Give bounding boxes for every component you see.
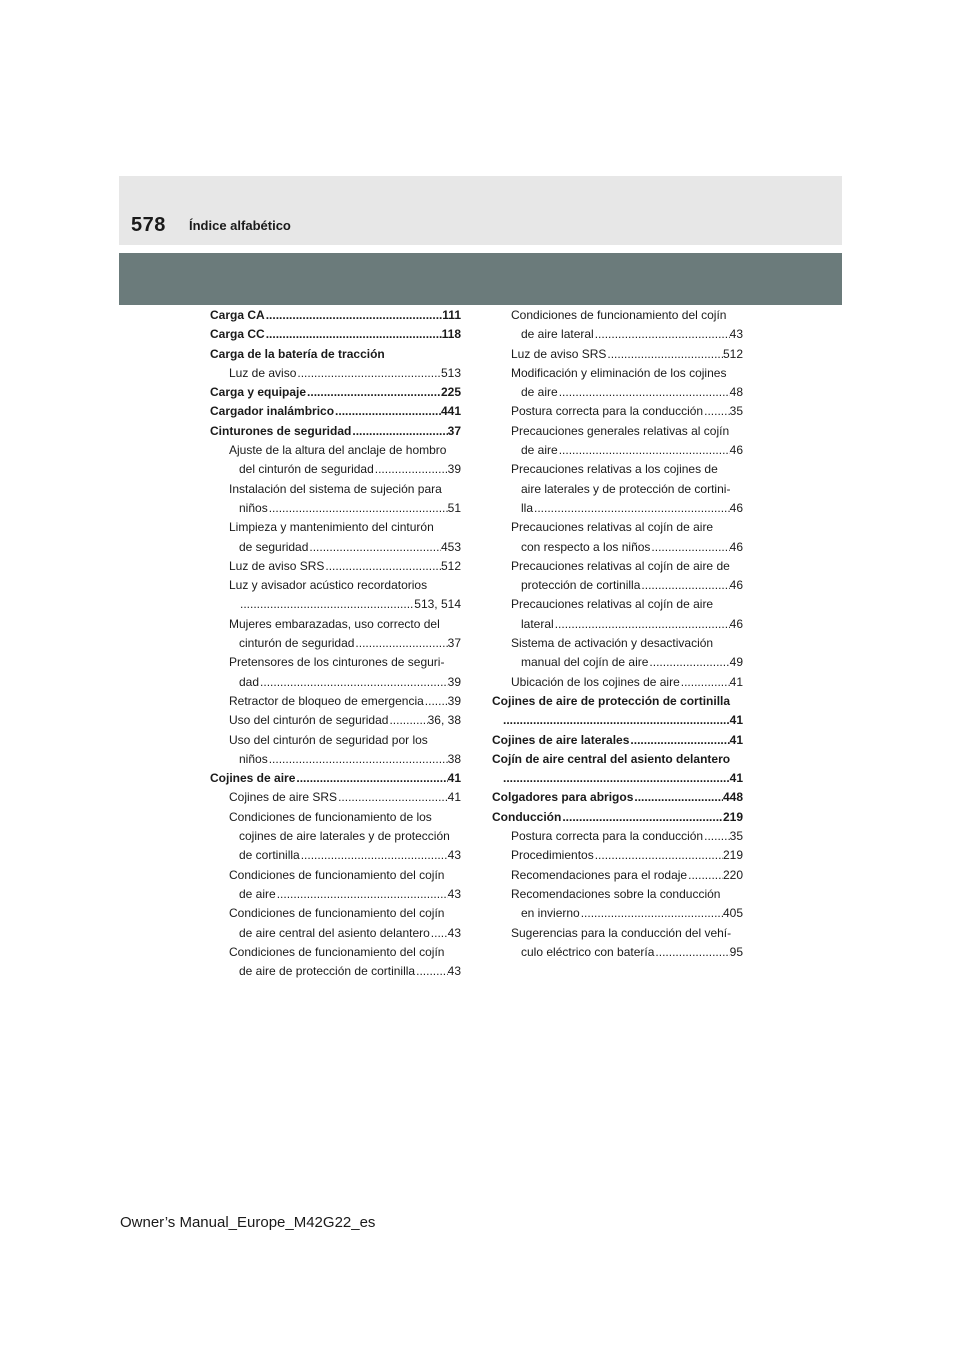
- index-entry-text: Cojines de aire SRS: [229, 790, 338, 805]
- dot-leader: [502, 769, 730, 788]
- dot-leader: [594, 846, 723, 865]
- index-entry-text: Ajuste de la altura del anclaje de hombro: [229, 443, 447, 458]
- dot-leader: [594, 325, 730, 344]
- index-entry: [492, 673, 743, 692]
- index-entry-text: Cinturones de seguridad: [210, 423, 352, 438]
- index-entry-line: [210, 962, 461, 981]
- dot-leader: [306, 383, 441, 402]
- index-entry-text: Postura correcta para la conducción: [511, 404, 704, 419]
- index-entry-line: [210, 460, 461, 479]
- index-entry-line: [210, 885, 461, 904]
- index-entry-text: Sistema de activación y desactivación: [511, 636, 714, 651]
- dot-leader: [648, 653, 729, 672]
- header-band: [119, 176, 842, 245]
- index-page-ref: 36, 38: [427, 713, 461, 728]
- index-entry-text: de aire: [521, 443, 558, 458]
- index-entry-line: [492, 731, 743, 750]
- index-entry-text: Procedimientos: [511, 848, 594, 863]
- index-entry-text: Precauciones relativas a los cojines de: [511, 462, 718, 477]
- dot-leader: [239, 595, 414, 614]
- index-entry-line: [492, 943, 743, 962]
- index-entry-line: [210, 422, 461, 441]
- index-page-ref: 41: [729, 771, 743, 786]
- dot-leader: [308, 538, 441, 557]
- index-entry-line: [492, 538, 743, 557]
- index-entry-line: [492, 866, 743, 885]
- index-entry-text: niños: [239, 751, 268, 766]
- index-entry-line: [492, 788, 743, 807]
- index-entry-text: de aire: [239, 886, 276, 901]
- index-entry-text: Luz de aviso SRS: [511, 346, 607, 361]
- index-entry: [492, 788, 743, 807]
- index-entry-line: [210, 402, 461, 421]
- index-entry-line: [210, 364, 461, 383]
- index-entry-text: Condiciones de funcionamiento de los: [229, 809, 432, 824]
- index-entry-text: Limpieza y mantenimiento del cinturón: [229, 520, 434, 535]
- index-page-ref: 46: [729, 578, 743, 593]
- index-page-ref: 46: [729, 539, 743, 554]
- index-entry-line: [210, 538, 461, 557]
- index-page-ref: 111: [442, 308, 461, 322]
- index-entry: [210, 943, 461, 982]
- index-entry-text: lla: [521, 500, 534, 515]
- index-entry: [492, 866, 743, 885]
- index-entry-line: [210, 325, 461, 344]
- index-page-ref: 38: [447, 751, 461, 766]
- index-entry-text: Condiciones de funcionamiento del cojín: [229, 944, 445, 959]
- dot-leader: [558, 441, 730, 460]
- index-entry-text: cinturón de seguridad: [239, 636, 355, 651]
- index-page-ref: 46: [729, 500, 743, 515]
- index-entry-text: manual del cojín de aire: [521, 655, 649, 670]
- index-entry-line: [492, 325, 743, 344]
- index-entry: [492, 808, 743, 827]
- index-entry: [492, 460, 743, 518]
- index-page-ref: 41: [447, 790, 461, 805]
- index-entry: [210, 711, 461, 730]
- index-entry-text: de aire lateral: [521, 327, 594, 342]
- index-entry-text: Uso del cinturón de seguridad por los: [229, 732, 428, 747]
- index-page-ref: 219: [722, 809, 743, 824]
- index-entry-text: Carga de la batería de tracción: [210, 346, 385, 361]
- index-page-ref: 39: [447, 674, 461, 689]
- dot-leader: [351, 422, 447, 441]
- index-entry: [492, 750, 743, 789]
- index-page-ref: 46: [729, 443, 743, 458]
- index-entry-text: Carga CA: [210, 308, 265, 322]
- index-page-ref: 405: [722, 906, 743, 921]
- index-entry: [210, 518, 461, 557]
- index-entry-text: Instalación del sistema de sujeción para: [229, 481, 442, 496]
- index-entry-text: lateral: [521, 616, 554, 631]
- index-entry: [210, 480, 461, 519]
- index-entry-text: aire laterales y de protección de cortini-: [521, 481, 731, 496]
- index-entry-text: Carga CC: [210, 327, 265, 342]
- section-banner: [119, 253, 842, 305]
- index-entry: [492, 402, 743, 421]
- index-entry-line: [210, 750, 461, 769]
- index-entry: [492, 345, 743, 364]
- index-entry-line: [492, 827, 743, 846]
- index-page-ref: 43: [447, 925, 461, 940]
- index-entry-text: Carga y equipaje: [210, 385, 307, 400]
- index-entry: [492, 731, 743, 750]
- index-entry-line: [492, 846, 743, 865]
- index-page-ref: 512: [440, 558, 461, 573]
- index-page-ref: 49: [729, 655, 743, 670]
- index-entry: [210, 422, 461, 441]
- index-entry-line: [492, 345, 743, 364]
- index-entry-text: Recomendaciones para el rodaje: [511, 867, 688, 882]
- index-entry-line: [210, 692, 461, 711]
- dot-leader: [415, 962, 448, 981]
- index-entry-text: Modificación y eliminación de los cojines: [511, 365, 727, 380]
- index-entry-text: Retractor de bloqueo de emergencia: [229, 693, 424, 708]
- index-page-ref: 39: [447, 462, 461, 477]
- dot-leader: [650, 538, 729, 557]
- index-entry-text: Colgadores para abrigos: [492, 790, 634, 805]
- dot-leader: [276, 885, 448, 904]
- index-entry: [210, 441, 461, 480]
- index-entry-line: [210, 788, 461, 807]
- index-entry-line: [210, 557, 461, 576]
- index-entry: [210, 808, 461, 866]
- index-entry-line: [210, 595, 461, 614]
- page-number: 578: [131, 214, 166, 236]
- index-entry-text: de aire central del asiento delantero: [239, 925, 430, 940]
- index-page-ref: 219: [722, 848, 743, 863]
- dot-leader: [337, 788, 448, 807]
- index-entry: [210, 383, 461, 402]
- index-page-ref: 48: [729, 385, 743, 400]
- index-entry-line: [492, 904, 743, 923]
- index-page-ref: 43: [447, 886, 461, 901]
- index-entry: [492, 364, 743, 403]
- index-entry-line: [210, 673, 461, 692]
- dot-leader: [374, 460, 448, 479]
- index-column-left: [210, 306, 461, 981]
- index-entry-text: Ubicación de los cojines de aire: [511, 674, 680, 689]
- index-page-ref: 37: [447, 636, 461, 651]
- dot-leader: [561, 808, 723, 827]
- dot-leader: [558, 383, 730, 402]
- index-entry-line: [210, 846, 461, 865]
- dot-leader: [268, 750, 448, 769]
- dot-leader: [259, 673, 448, 692]
- index-entry-line: [492, 808, 743, 827]
- index-entry: [210, 692, 461, 711]
- index-entry: [492, 885, 743, 924]
- dot-leader: [424, 692, 448, 711]
- index-entry: [492, 924, 743, 963]
- index-page-ref: 43: [729, 327, 743, 342]
- dot-leader: [606, 345, 723, 364]
- index-entry: [210, 653, 461, 692]
- dot-leader: [300, 846, 448, 865]
- index-entry-text: Condiciones de funcionamiento del cojín: [229, 867, 445, 882]
- index-entry-text: Mujeres embarazadas, uso correcto del: [229, 616, 440, 631]
- index-entry: [210, 402, 461, 421]
- dot-leader: [687, 866, 723, 885]
- index-page-ref: 43: [447, 964, 461, 979]
- index-entry: [210, 325, 461, 344]
- index-entry-text: Luz de aviso SRS: [229, 558, 325, 573]
- index-entry-text: Conducción: [492, 809, 562, 824]
- index-entry: [210, 615, 461, 654]
- dot-leader: [533, 499, 730, 518]
- dot-leader: [268, 499, 448, 518]
- index-entry-line: [492, 711, 743, 730]
- dot-leader: [680, 673, 730, 692]
- index-entry-line: [210, 499, 461, 518]
- index-page-ref: 46: [729, 616, 743, 631]
- dot-leader: [265, 306, 443, 325]
- index-entry: [492, 518, 743, 557]
- index-entry-text: Postura correcta para la conducción: [511, 829, 704, 844]
- index-entry-text: Recomendaciones sobre la conducción: [511, 886, 721, 901]
- dot-leader: [580, 904, 723, 923]
- index-entry-line: [492, 499, 743, 518]
- index-entry-text: dad: [239, 674, 260, 689]
- index-entry-text: niños: [239, 500, 268, 515]
- index-entry-line: [210, 924, 461, 943]
- index-entry-text: Cojines de aire de protección de cortinilla: [492, 693, 731, 708]
- dot-leader: [265, 325, 442, 344]
- index-entry: [210, 576, 461, 615]
- index-entry-text: en invierno: [521, 906, 580, 921]
- index-entry: [492, 557, 743, 596]
- index-entry-line: [492, 615, 743, 634]
- section-title: Índice alfabético: [189, 218, 291, 233]
- index-entry-text: Pretensores de los cinturones de seguri-: [229, 655, 445, 670]
- index-entry-text: Condiciones de funcionamiento del cojín: [511, 308, 727, 322]
- index-entry: [210, 769, 461, 788]
- dot-leader: [703, 827, 730, 846]
- index-page-ref: 220: [722, 867, 743, 882]
- dot-leader: [295, 769, 447, 788]
- index-entry-line: [492, 653, 743, 672]
- dot-leader: [430, 924, 448, 943]
- index-page-ref: 37: [447, 423, 461, 438]
- index-entry-text: protección de cortinilla: [521, 578, 641, 593]
- index-entry-text: de cortinilla: [239, 848, 300, 863]
- index-entry-line: [492, 673, 743, 692]
- index-entry: [492, 827, 743, 846]
- index-entry: [492, 692, 743, 731]
- index-entry-line: [492, 576, 743, 595]
- index-entry-text: Condiciones de funcionamiento del cojín: [229, 906, 445, 921]
- index-entry: [210, 364, 461, 383]
- index-entry: [210, 904, 461, 943]
- index-entry: [210, 345, 461, 364]
- index-entry: [492, 595, 743, 634]
- index-entry: [210, 557, 461, 576]
- index-page-ref: 513: [440, 365, 461, 380]
- index-page-ref: 41: [729, 713, 743, 728]
- dot-leader: [334, 402, 441, 421]
- index-entry-line: [210, 634, 461, 653]
- dot-leader: [388, 711, 427, 730]
- footer-manual-name: Owner’s Manual_Europe_M42G22_es: [120, 1214, 376, 1231]
- index-entry-text: Precauciones relativas al cojín de aire de: [511, 558, 730, 573]
- index-entry: [492, 306, 743, 345]
- index-entry: [492, 422, 743, 461]
- index-page-ref: 95: [729, 944, 743, 959]
- index-entry-line: [492, 441, 743, 460]
- index-page-ref: 51: [447, 500, 461, 515]
- index-entry-line: [210, 769, 461, 788]
- index-entry: [210, 731, 461, 770]
- index-page-ref: 41: [729, 674, 743, 689]
- dot-leader: [633, 788, 723, 807]
- index-entry-text: culo eléctrico con batería: [521, 944, 655, 959]
- index-entry-line: [210, 383, 461, 402]
- index-entry-line: [210, 306, 461, 325]
- index-entry-line: [492, 769, 743, 788]
- index-entry: [492, 634, 743, 673]
- index-page-ref: 35: [729, 829, 743, 844]
- index-page-ref: 41: [729, 732, 743, 747]
- index-entry-text: de aire: [521, 385, 558, 400]
- dot-leader: [324, 557, 441, 576]
- index-entry-text: de aire de protección de cortinilla: [239, 964, 416, 979]
- index-entry-line: [492, 383, 743, 402]
- index-entry-text: Precauciones relativas al cojín de aire: [511, 520, 714, 535]
- index-page-ref: 513, 514: [414, 597, 461, 612]
- dot-leader: [554, 615, 730, 634]
- index-page-ref: 448: [722, 790, 743, 805]
- index-entry-text: de seguridad: [239, 539, 309, 554]
- index-page-ref: 512: [722, 346, 743, 361]
- index-entry: [210, 866, 461, 905]
- index-entry-text: cojines de aire laterales y de protección: [239, 829, 450, 844]
- index-entry-text: Cojín de aire central del asiento delantero: [492, 751, 731, 766]
- index-page-ref: 41: [447, 771, 461, 786]
- dot-leader: [703, 402, 730, 421]
- index-entry-text: Luz de aviso: [229, 365, 297, 380]
- index-entry: [210, 306, 461, 325]
- dot-leader: [354, 634, 447, 653]
- index-entry-text: Precauciones relativas al cojín de aire: [511, 597, 714, 612]
- index-entry-text: Luz y avisador acústico recordatorios: [229, 578, 428, 593]
- index-page-ref: 43: [447, 848, 461, 863]
- index-entry-line: [210, 711, 461, 730]
- index-entry: [210, 788, 461, 807]
- dot-leader: [629, 731, 729, 750]
- dot-leader: [296, 364, 441, 383]
- index-entry-text: Precauciones generales relativas al cojín: [511, 423, 730, 438]
- dot-leader: [502, 711, 730, 730]
- index-page-ref: 39: [447, 693, 461, 708]
- dot-leader: [654, 943, 729, 962]
- index-entry-text: Cojines de aire: [210, 771, 296, 786]
- index-entry-line: [492, 402, 743, 421]
- index-entry-text: Sugerencias para la conducción del vehí-: [511, 925, 732, 940]
- index-entry-text: Cojines de aire laterales: [492, 732, 630, 747]
- index-entry-text: Cargador inalámbrico: [210, 404, 335, 419]
- index-page-ref: 118: [441, 327, 461, 342]
- index-page-ref: 225: [440, 385, 461, 400]
- index-entry-text: del cinturón de seguridad: [239, 462, 374, 477]
- index-column-right: [492, 306, 743, 962]
- index-page-ref: 441: [440, 404, 461, 419]
- index-page-ref: 453: [440, 539, 461, 554]
- index-page-ref: 35: [729, 404, 743, 419]
- index-entry-text: Uso del cinturón de seguridad: [229, 713, 389, 728]
- dot-leader: [640, 576, 729, 595]
- index-entry: [492, 846, 743, 865]
- index-entry-text: con respecto a los niños: [521, 539, 651, 554]
